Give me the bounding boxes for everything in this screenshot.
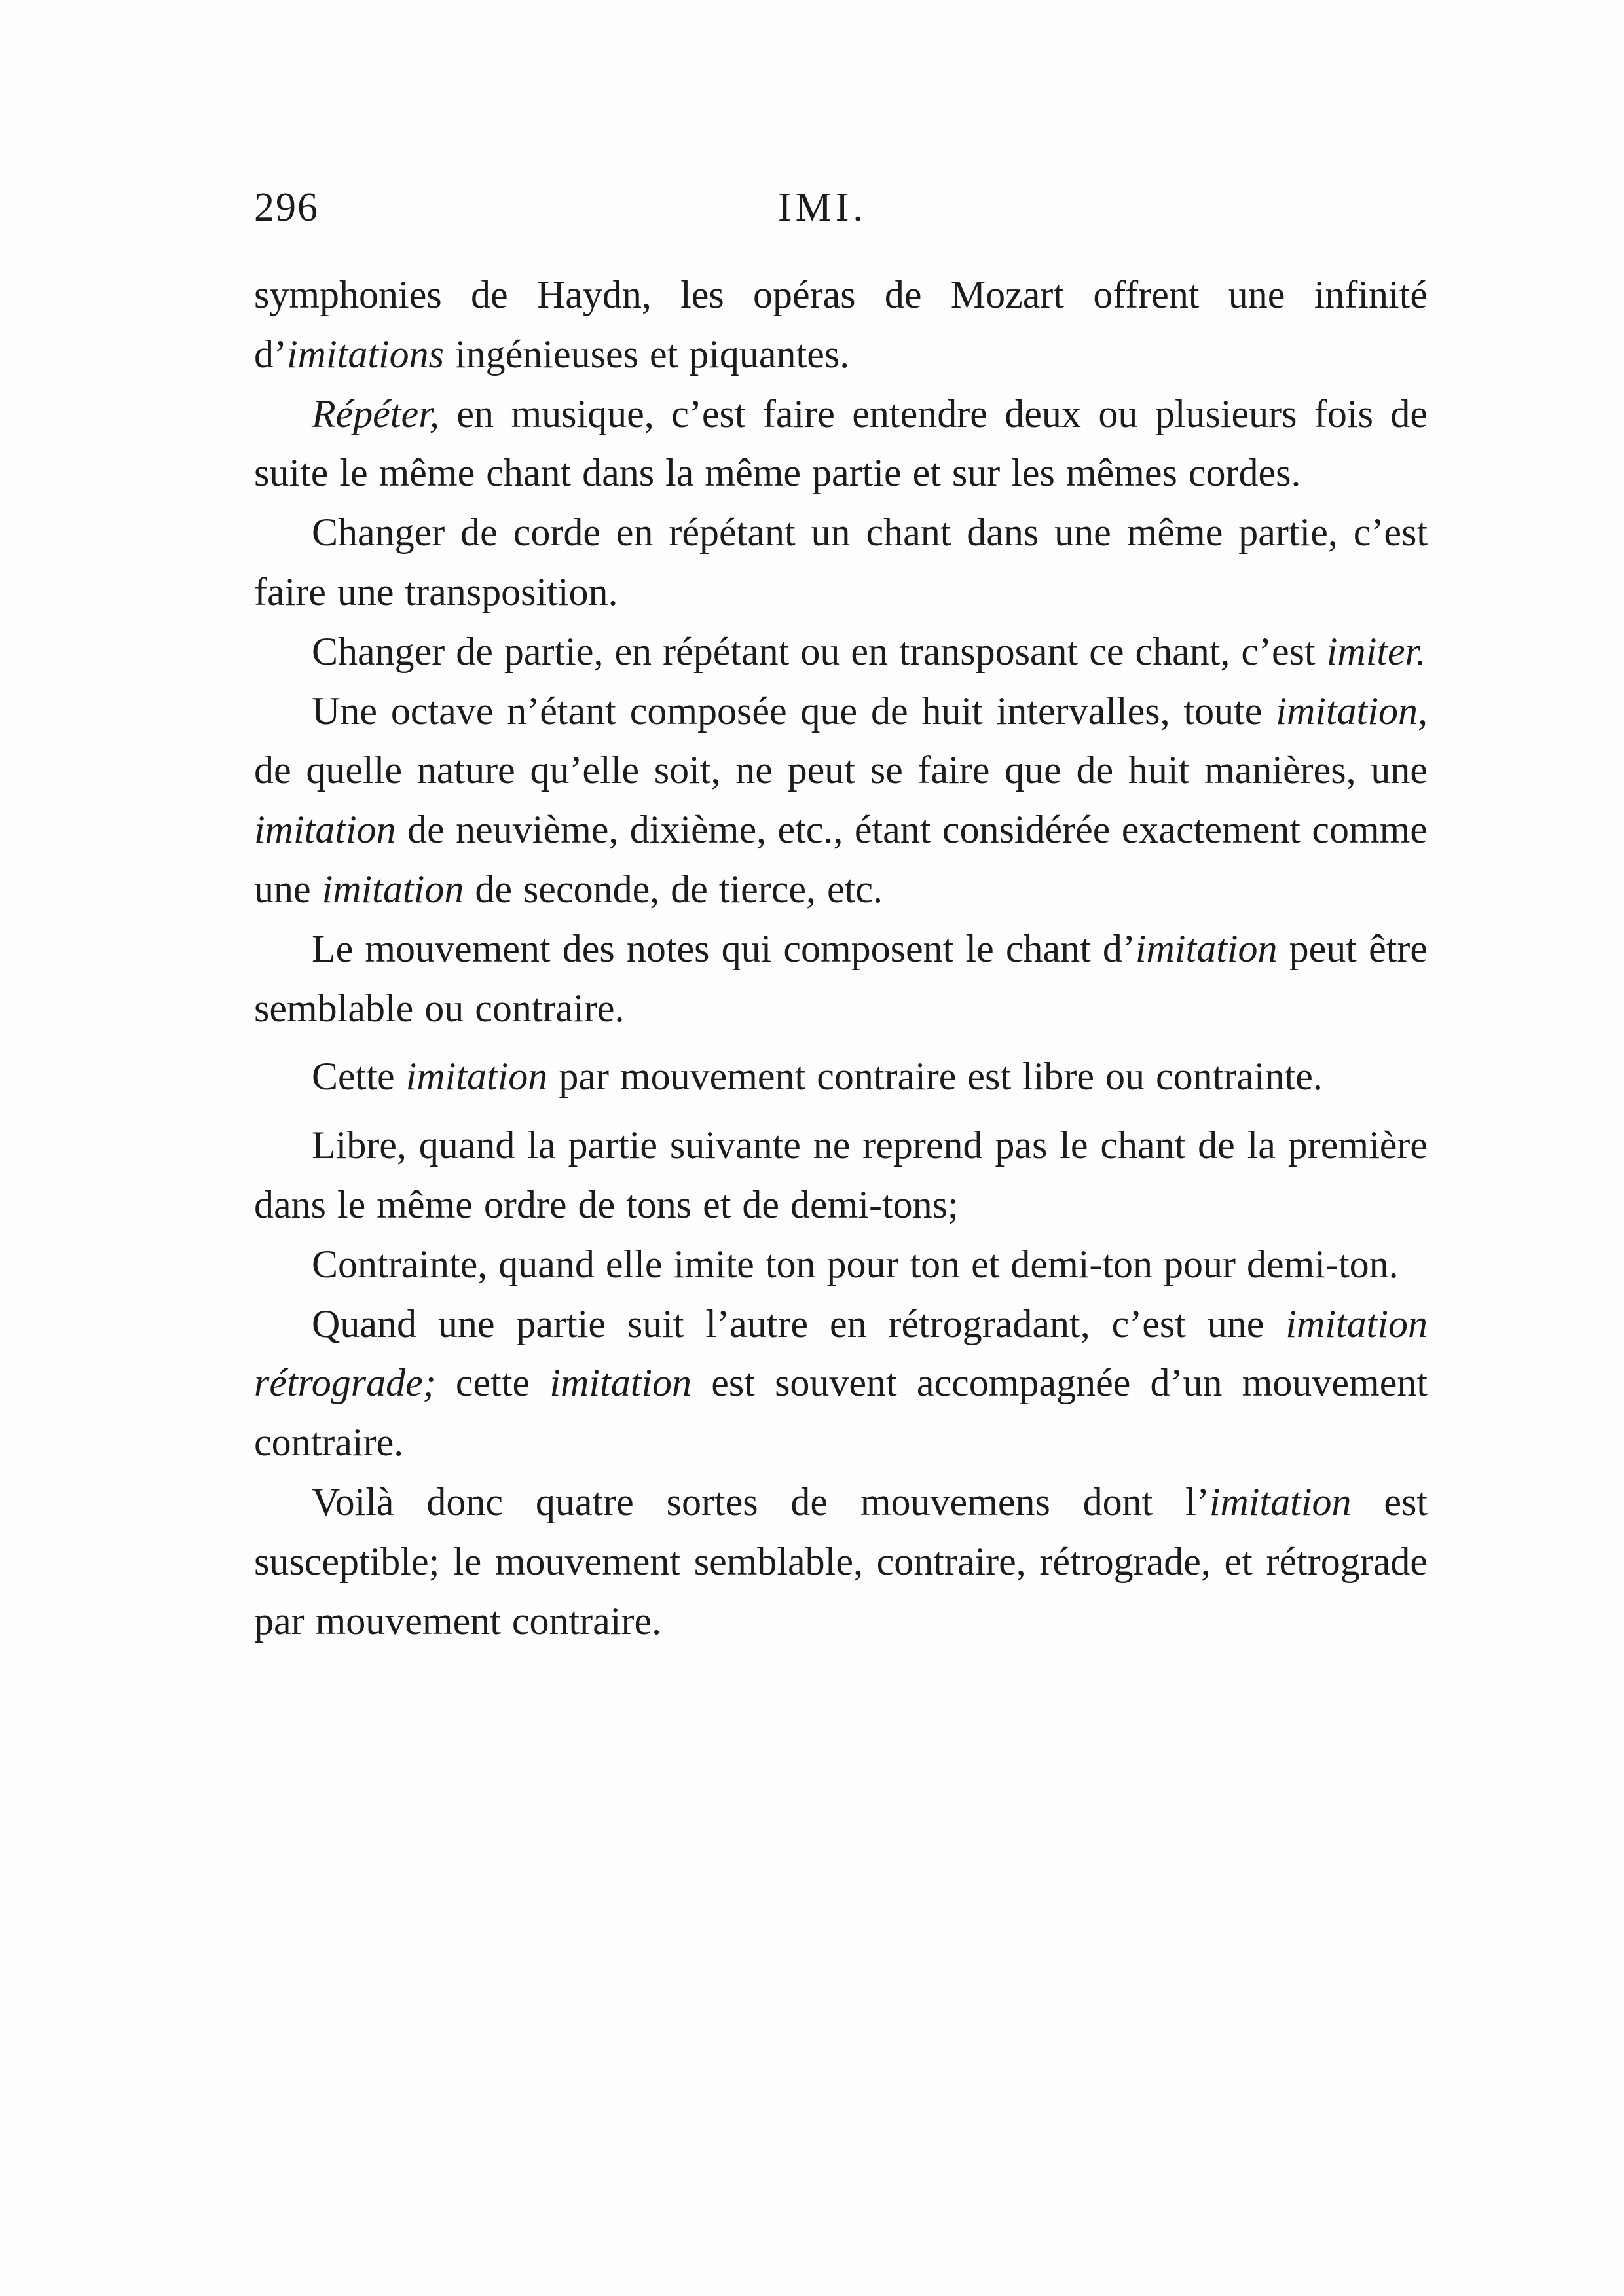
text-segment: Contrainte, quand elle imite ton pour ton et demi-ton pour demi-ton. bbox=[312, 1242, 1399, 1286]
paragraph bbox=[254, 1047, 1428, 1106]
text-segment: est susceptible; le mouvement semblable, contraire, rétrograde, et rétrograde par mouvement contraire. bbox=[254, 1480, 1428, 1643]
text-segment: peut être semblable ou contraire. bbox=[254, 926, 1428, 1030]
text-segment: de seconde, de tierce, etc. bbox=[464, 867, 883, 911]
paragraph bbox=[254, 503, 1428, 622]
text-segment: Voilà donc quatre sortes de mouvemens dont l’ bbox=[312, 1480, 1209, 1523]
paragraph bbox=[254, 682, 1428, 919]
text-segment: Une octave n’étant composée que de huit intervalles, toute bbox=[312, 689, 1276, 733]
page-number: 296 bbox=[254, 185, 319, 230]
italic-term: Répéter, bbox=[312, 392, 439, 435]
text-segment: Changer de corde en répétant un chant dans une même partie, c’est faire une transposition. bbox=[254, 511, 1428, 613]
text-segment: Libre, quand la partie suivante ne reprend pas le chant de la première dans le même ordre de tons et de demi-tons; bbox=[254, 1123, 1428, 1226]
italic-term: imitation rétrograde; bbox=[254, 1302, 1428, 1405]
italic-term: imitation bbox=[254, 808, 396, 852]
italic-term: imitation, bbox=[1276, 689, 1428, 733]
text-segment: de neuvième, dixième, etc., étant considérée exactement comme une bbox=[254, 808, 1428, 911]
text-segment: Quand une partie suit l’autre en rétrogradant, c’est une bbox=[312, 1302, 1286, 1345]
paragraph bbox=[254, 919, 1428, 1038]
text-segment: Changer de partie, en répétant ou en transposant ce chant, c’est bbox=[312, 629, 1327, 673]
text-segment: Cette bbox=[312, 1055, 406, 1099]
page-header bbox=[254, 185, 1428, 244]
text-segment: de quelle nature qu’elle soit, ne peut se faire que de huit manières, une bbox=[254, 748, 1428, 792]
paragraph bbox=[254, 1235, 1428, 1294]
paragraph bbox=[254, 384, 1428, 503]
paragraph bbox=[254, 622, 1428, 682]
paragraph bbox=[254, 1472, 1428, 1650]
italic-term: imitation bbox=[1135, 926, 1278, 970]
italic-term: imitations bbox=[286, 332, 445, 376]
italic-term: imitation bbox=[1209, 1480, 1352, 1523]
italic-term: imiter. bbox=[1326, 629, 1426, 673]
paragraph bbox=[254, 1116, 1428, 1235]
body-text bbox=[254, 265, 1428, 1650]
text-segment: par mouvement contraire est libre ou contrainte. bbox=[547, 1055, 1323, 1099]
running-head: IMI. bbox=[778, 185, 867, 230]
italic-term: imitation bbox=[322, 867, 464, 911]
text-segment: est souvent accompagnée d’un mouvement contraire. bbox=[254, 1361, 1428, 1465]
paragraph bbox=[254, 1294, 1428, 1472]
text-segment: ingénieuses et piquantes. bbox=[444, 332, 850, 376]
text-segment: symphonies de Haydn, les opéras de Mozart offrent une infinité d’ bbox=[254, 273, 1428, 376]
italic-term: imitation bbox=[549, 1361, 692, 1405]
text-segment: cette bbox=[435, 1361, 550, 1405]
text-segment: Le mouvement des notes qui composent le chant d’ bbox=[312, 926, 1135, 970]
italic-term: imitation bbox=[405, 1055, 548, 1099]
paragraph bbox=[254, 265, 1428, 384]
text-segment: en musique, c’est faire entendre deux ou plusieurs fois de suite le même chant dans la même partie et sur les mêmes cordes. bbox=[254, 392, 1428, 495]
